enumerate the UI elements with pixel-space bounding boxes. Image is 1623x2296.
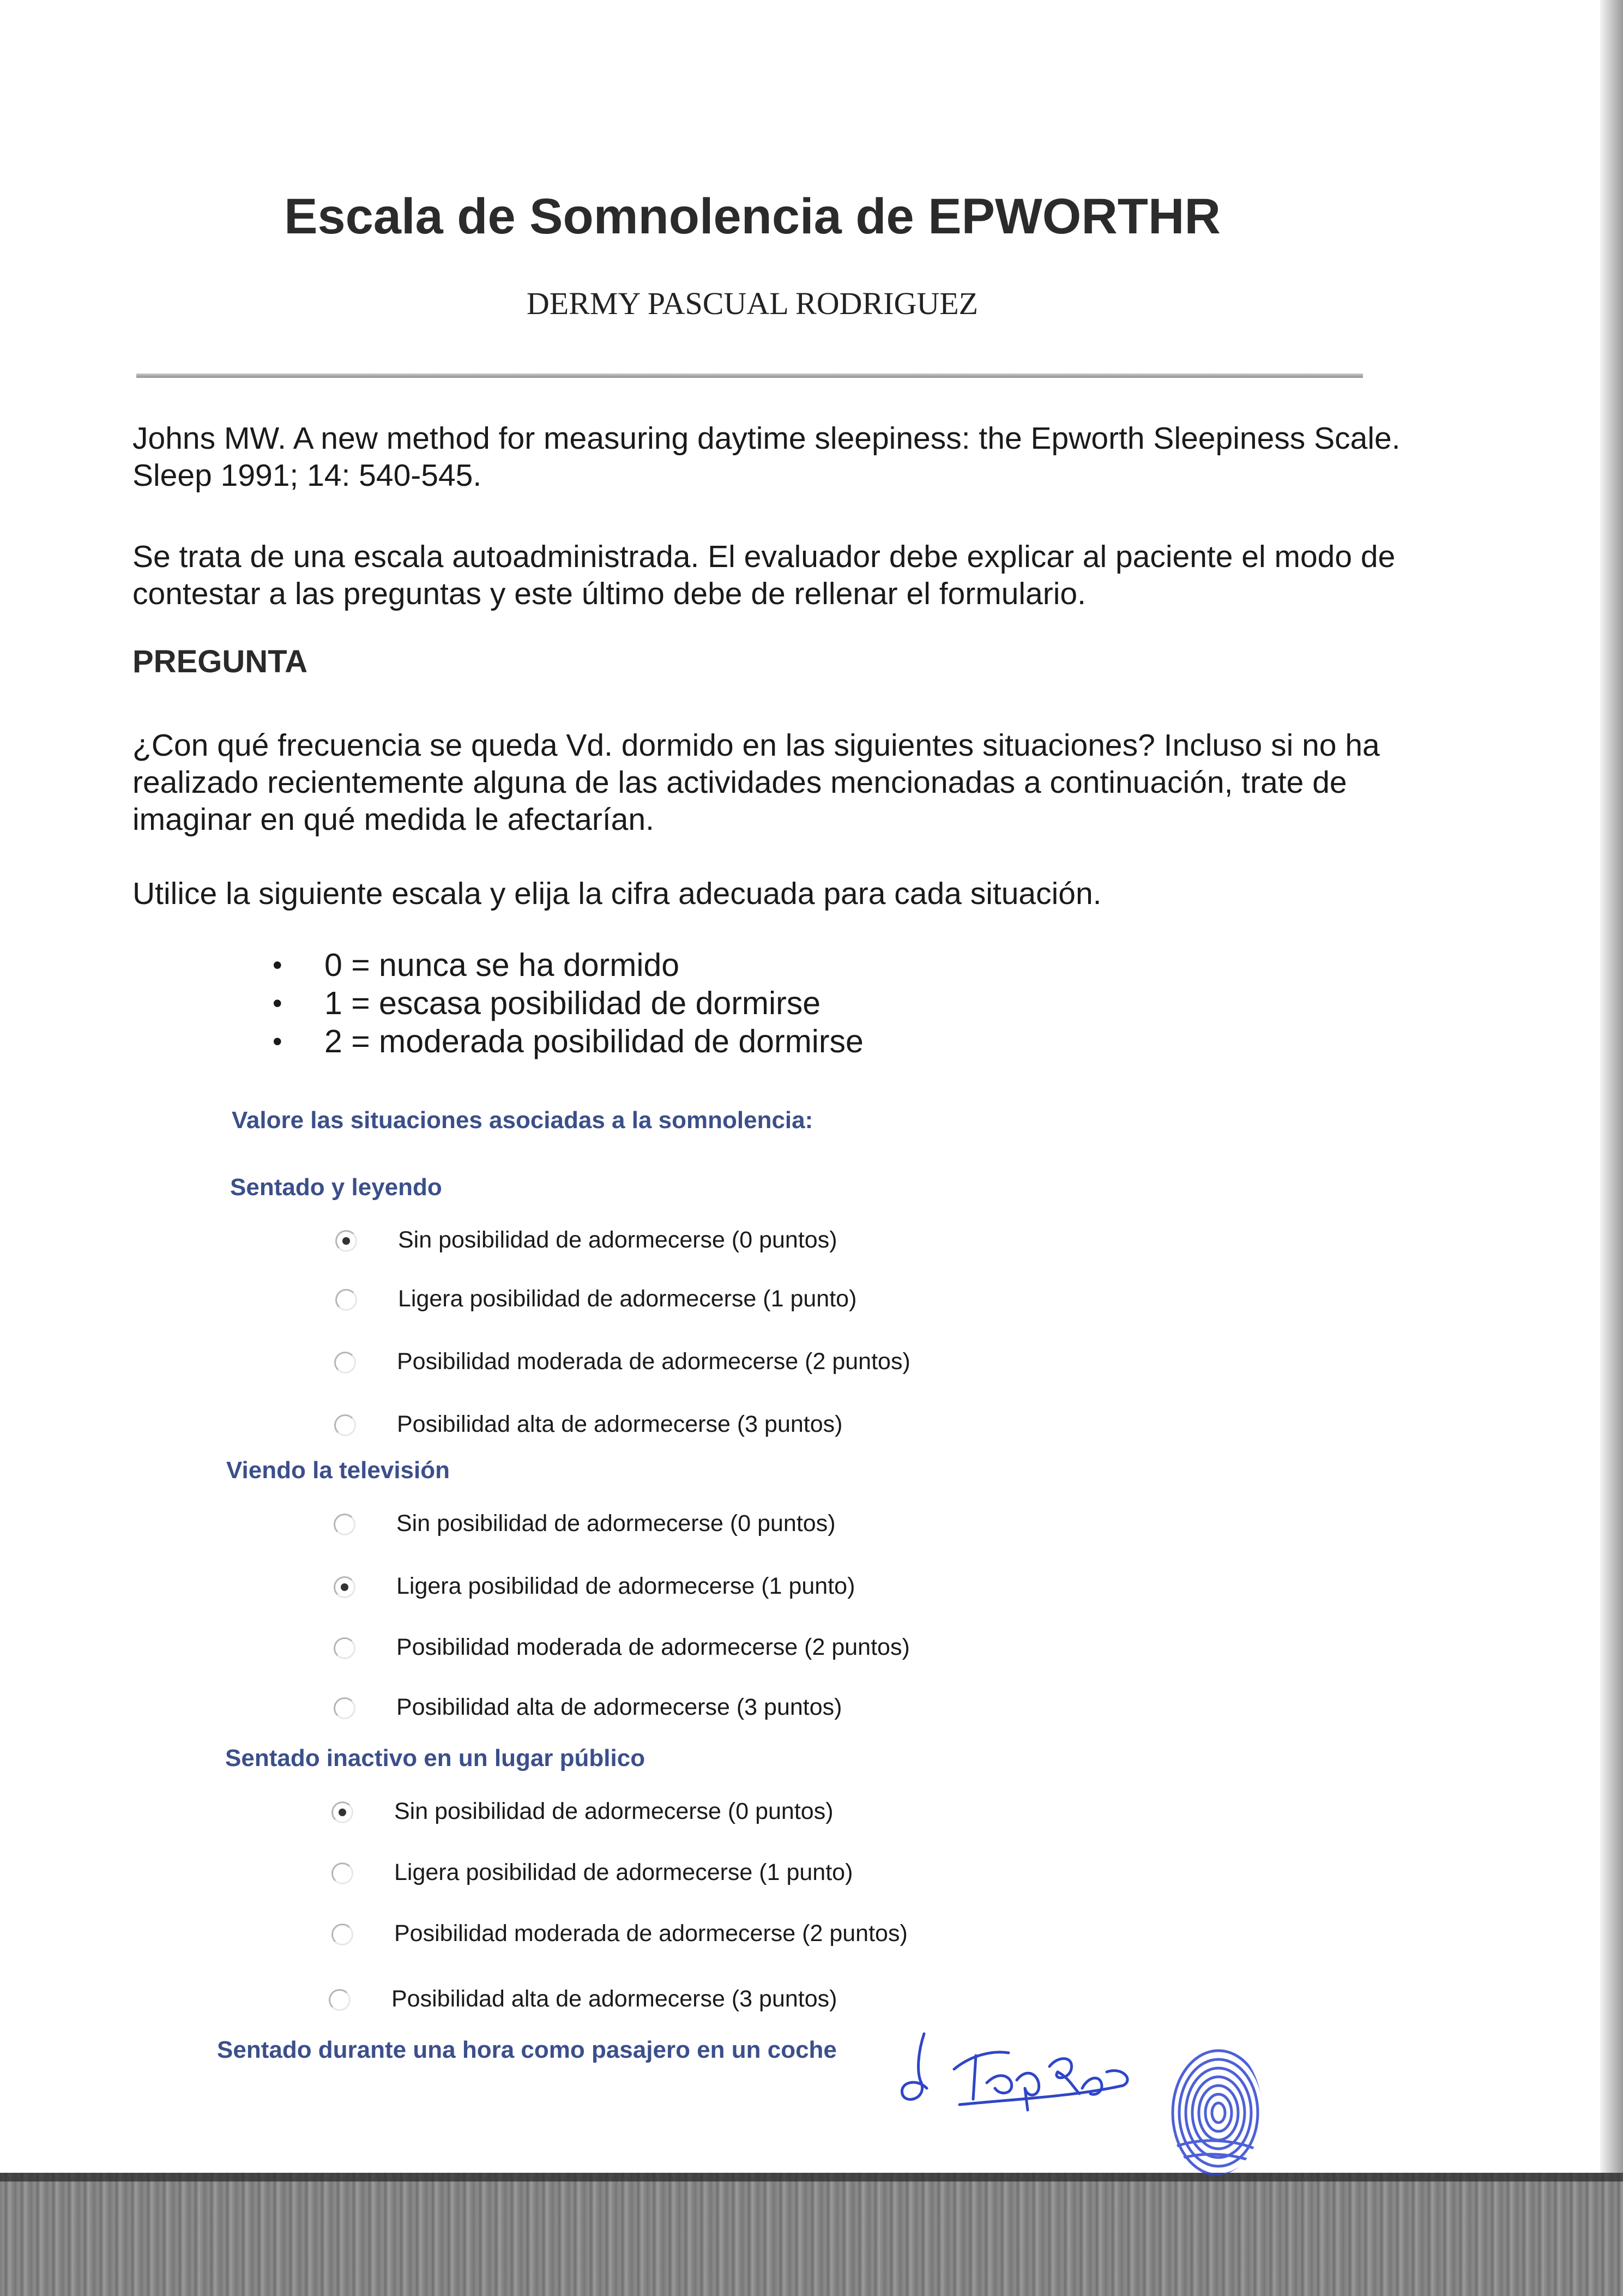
section-title-reading: Sentado y leyendo bbox=[230, 1174, 442, 1201]
option-label: Sin posibilidad de adormecerse (0 puntos) bbox=[394, 1798, 834, 1824]
radio-button[interactable] bbox=[334, 1637, 355, 1659]
option-label: Sin posibilidad de adormecerse (0 puntos) bbox=[398, 1227, 837, 1253]
handwritten-signature bbox=[894, 2017, 1139, 2126]
option-label: Ligera posibilidad de adormecerse (1 punto) bbox=[396, 1573, 855, 1599]
option-label: Posibilidad moderada de adormecerse (2 puntos) bbox=[396, 1634, 910, 1660]
radio-button[interactable] bbox=[331, 1801, 353, 1823]
scale-item: • 0 = nunca se ha dormido bbox=[273, 946, 864, 984]
fingerprint-mark bbox=[1161, 2039, 1270, 2186]
section-title-public-place: Sentado inactivo en un lugar público bbox=[225, 1745, 645, 1771]
option-label: Ligera posibilidad de adormecerse (1 punto) bbox=[398, 1286, 857, 1312]
instructions-paragraph: Se trata de una escala autoadministrada. El evaluador debe explicar al paciente el modo de contestar a las preguntas y este último debe de rellenar el formulario. bbox=[132, 539, 1396, 611]
option-label: Posibilidad moderada de adormecerse (2 puntos) bbox=[394, 1920, 908, 1947]
radio-button[interactable] bbox=[334, 1414, 356, 1436]
section-title-television: Viendo la televisión bbox=[226, 1457, 450, 1484]
radio-button[interactable] bbox=[334, 1352, 356, 1373]
scale-item: • 1 = escasa posibilidad de dormirse bbox=[273, 984, 864, 1022]
scale-intro-paragraph: Utilice la siguiente escala y elija la cifra adecuada para cada situación. bbox=[132, 876, 1102, 911]
option-label: Posibilidad alta de adormecerse (3 puntos) bbox=[397, 1411, 843, 1437]
option-label: Sin posibilidad de adormecerse (0 puntos) bbox=[396, 1510, 836, 1536]
form-intro: Valore las situaciones asociadas a la somnolencia: bbox=[232, 1107, 813, 1134]
radio-button[interactable] bbox=[335, 1289, 357, 1311]
radio-button[interactable] bbox=[331, 1924, 353, 1945]
section-title-passenger: Sentado durante una hora como pasajero en un coche bbox=[217, 2036, 837, 2063]
scale-list bbox=[273, 946, 864, 1060]
radio-button[interactable] bbox=[334, 1514, 355, 1535]
option-label: Posibilidad alta de adormecerse (3 puntos) bbox=[391, 1986, 837, 2012]
radio-button[interactable] bbox=[329, 1989, 351, 2011]
scale-item: • 2 = moderada posibilidad de dormirse bbox=[273, 1022, 864, 1060]
scanner-bed-strip bbox=[0, 2173, 1623, 2296]
radio-button[interactable] bbox=[331, 1863, 353, 1884]
radio-button[interactable] bbox=[335, 1230, 357, 1252]
page-edge-shadow bbox=[1600, 0, 1623, 2296]
reference-citation: Johns MW. A new method for measuring daytime sleepiness: the Epworth Sleepiness Scale. Sleep 1991; 14: 540-545. bbox=[132, 421, 1401, 493]
horizontal-rule bbox=[136, 373, 1363, 378]
radio-button[interactable] bbox=[334, 1697, 355, 1719]
radio-button[interactable] bbox=[334, 1576, 355, 1598]
author-name: DERMY PASCUAL RODRIGUEZ bbox=[526, 286, 979, 321]
question-paragraph: ¿Con qué frecuencia se queda Vd. dormido en las siguientes situaciones? Incluso si no ha realizado recientemente alguna de las actividades mencionadas a continuación, trate de imaginar en qué medida le afectarían. bbox=[132, 728, 1380, 837]
option-label: Posibilidad alta de adormecerse (3 puntos) bbox=[396, 1694, 842, 1720]
document-title: Escala de Somnolencia de EPWORTHR bbox=[284, 189, 1221, 244]
option-label: Ligera posibilidad de adormecerse (1 punto) bbox=[394, 1859, 853, 1885]
question-heading: PREGUNTA bbox=[132, 644, 308, 679]
option-label: Posibilidad moderada de adormecerse (2 puntos) bbox=[397, 1348, 910, 1375]
